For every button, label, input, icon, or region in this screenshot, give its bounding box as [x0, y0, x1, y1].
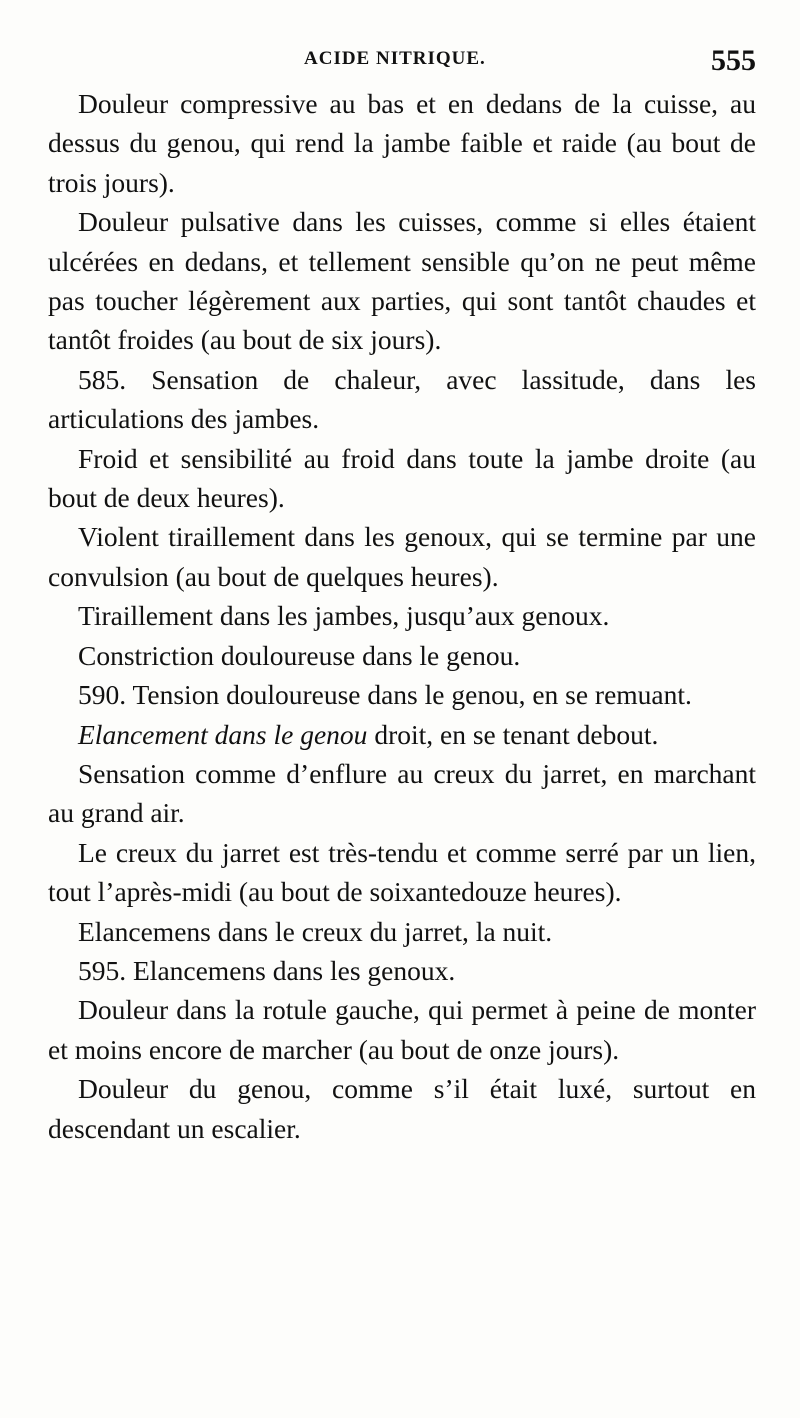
italic-phrase: Elancement dans le genou	[78, 718, 368, 750]
paragraph: 590. Tension douloureuse dans le genou, en se remuant.	[78, 679, 692, 711]
paragraph: Douleur compressive au bas et en dedans de la cuisse, au dessus du genou, qui rend la jambe faible et raide (au bout de trois jours).	[48, 88, 756, 198]
paragraph: Tiraillement dans les jambes, jusqu’aux genoux.	[78, 600, 610, 632]
paragraph: 595. Elancemens dans les genoux.	[78, 954, 456, 986]
entry-number: 595.	[78, 954, 127, 986]
body-text	[48, 84, 756, 1148]
paragraph: Elancement dans le genou droit, en se tenant debout.	[78, 718, 659, 750]
paragraph: Le creux du jarret est très-tendu et comme serré par un lien, tout l’après-midi (au bout de soixantedouze heures).	[48, 836, 756, 908]
paragraph: Douleur dans la rotule gauche, qui permet à peine de monter et moins encore de marcher (au bout de onze jours).	[48, 994, 756, 1065]
paragraph: Sensation comme d’enflure au creux du jarret, en marchant au grand air.	[48, 757, 756, 829]
paragraph: Elancemens dans le creux du jarret, la nuit.	[78, 915, 553, 947]
paragraph: Violent tiraillement dans les genoux, qui se termine par une convulsion (au bout de quelques heures).	[48, 521, 756, 592]
entry-number: 585.	[78, 363, 127, 395]
paragraph: Douleur pulsative dans les cuisses, comme si elles étaient ulcérées en dedans, et tellement sensible qu’on ne peut même pas toucher légèrement aux parties, qui sont tantôt chaudes et tantôt froides (au bout de six jours).	[48, 206, 756, 356]
paragraph: 585. Sensation de chaleur, avec lassitude, dans les articulations des jambes.	[48, 363, 756, 435]
page-number: 555	[711, 44, 756, 77]
paragraph: Constriction douloureuse dans le genou.	[78, 639, 521, 671]
entry-number: 590.	[78, 679, 127, 711]
running-head: ACIDE NITRIQUE.	[304, 48, 486, 69]
paragraph: Froid et sensibilité au froid dans toute la jambe droite (au bout de deux heures).	[48, 442, 756, 514]
paragraph: Douleur du genou, comme s’il était luxé, surtout en descendant un escalier.	[48, 1073, 756, 1144]
page-header	[48, 44, 756, 78]
